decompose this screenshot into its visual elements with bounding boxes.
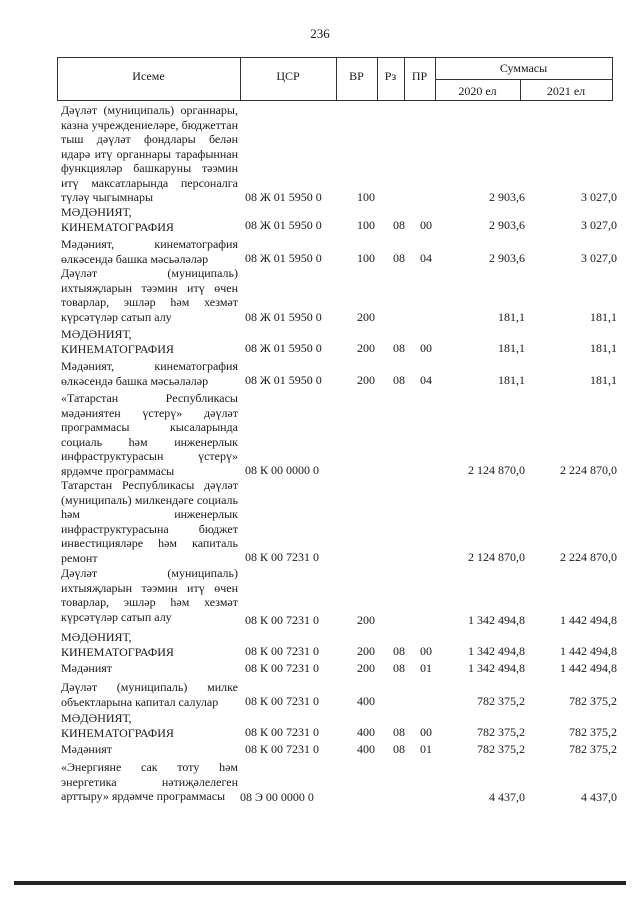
row-rz: 08 bbox=[393, 218, 405, 232]
row-csr: 08 Ж 01 5950 0 bbox=[245, 373, 322, 387]
row-csr: 08 К 00 7231 0 bbox=[245, 613, 320, 627]
row-name: Мәдәният bbox=[61, 661, 113, 675]
row-csr: 08 Ж 01 5950 0 bbox=[245, 190, 322, 204]
row-year2: 2 224 870,0 bbox=[560, 550, 617, 564]
row-csr: 08 К 00 7231 0 bbox=[245, 725, 320, 739]
row-year1: 181,1 bbox=[498, 310, 525, 324]
row-year2: 181,1 bbox=[590, 373, 617, 387]
row-vr: 200 bbox=[357, 661, 375, 675]
row-name: Дәүләт (муниципаль) ихтыяҗларын тәэмин итү өчен товарлар, эшләр һәм хезмәт күрсәтүләр сатып алу bbox=[61, 266, 238, 324]
row-csr: 08 Э 00 0000 0 bbox=[240, 790, 314, 804]
row-year2: 3 027,0 bbox=[581, 218, 617, 232]
column-header-rz: Рз bbox=[384, 69, 397, 83]
row-rz: 08 bbox=[393, 373, 405, 387]
row-rz: 08 bbox=[393, 661, 405, 675]
column-header-sums: Суммасы bbox=[499, 61, 548, 75]
row-year1: 181,1 bbox=[498, 341, 525, 355]
row-name: Мәдәният, кинематография өлкәсендә башка мәсьәләләр bbox=[61, 237, 238, 266]
row-pr: 00 bbox=[420, 644, 432, 658]
row-year2: 181,1 bbox=[590, 310, 617, 324]
row-vr: 200 bbox=[357, 613, 375, 627]
column-header-vr: ВР bbox=[349, 69, 364, 83]
column-header-name: Исеме bbox=[132, 69, 165, 83]
row-name: МӘДӘНИЯТ, КИНЕМАТОГРАФИЯ bbox=[61, 205, 174, 234]
row-name: МӘДӘНИЯТ, КИНЕМАТОГРАФИЯ bbox=[61, 711, 174, 740]
row-pr: 00 bbox=[420, 218, 432, 232]
row-year2: 782 375,2 bbox=[569, 694, 617, 708]
page-number: 236 bbox=[310, 26, 330, 41]
row-csr: 08 Ж 01 5950 0 bbox=[245, 251, 322, 265]
row-csr: 08 К 00 7231 0 bbox=[245, 661, 320, 675]
row-year2: 1 442 494,8 bbox=[560, 661, 617, 675]
row-year1: 4 437,0 bbox=[489, 790, 525, 804]
column-header-year1: 2020 ел bbox=[458, 84, 497, 98]
row-pr: 01 bbox=[420, 661, 432, 675]
row-year2: 181,1 bbox=[590, 341, 617, 355]
row-year2: 1 442 494,8 bbox=[560, 613, 617, 627]
row-pr: 04 bbox=[420, 251, 432, 265]
row-csr: 08 К 00 0000 0 bbox=[245, 463, 320, 477]
row-pr: 01 bbox=[420, 742, 432, 756]
row-vr: 200 bbox=[357, 341, 375, 355]
row-csr: 08 К 00 7231 0 bbox=[245, 644, 320, 658]
row-vr: 100 bbox=[357, 190, 375, 204]
row-vr: 400 bbox=[357, 694, 375, 708]
row-year2: 3 027,0 bbox=[581, 190, 617, 204]
row-year2: 4 437,0 bbox=[581, 790, 617, 804]
column-header-year2: 2021 ел bbox=[546, 84, 586, 98]
row-year1: 2 903,6 bbox=[489, 218, 525, 232]
row-year2: 782 375,2 bbox=[569, 742, 617, 756]
row-csr: 08 К 00 7231 0 bbox=[245, 694, 320, 708]
row-vr: 400 bbox=[357, 725, 375, 739]
row-vr: 200 bbox=[357, 373, 375, 387]
row-year1: 2 124 870,0 bbox=[468, 550, 525, 564]
row-csr: 08 К 00 7231 0 bbox=[245, 742, 320, 756]
row-name: Дәүләт (муниципаль) милке объектларына капитал салулар bbox=[61, 680, 238, 709]
scan-edge-bar bbox=[14, 881, 626, 885]
row-rz: 08 bbox=[393, 251, 405, 265]
row-year1: 1 342 494,8 bbox=[468, 661, 525, 675]
row-name: «Татарстан Республикасы мәдәниятен үстерү» дәүләт программасы кысаларында социаль һәм инженерлык инфраструктурасын үстерү» ярдәмче программасы bbox=[61, 391, 238, 478]
row-year1: 782 375,2 bbox=[477, 742, 525, 756]
row-year1: 2 903,6 bbox=[489, 251, 525, 265]
row-name: Мәдәният, кинематография өлкәсендә башка мәсьәләләр bbox=[61, 359, 238, 388]
row-name: МӘДӘНИЯТ, КИНЕМАТОГРАФИЯ bbox=[61, 630, 174, 659]
row-year2: 3 027,0 bbox=[581, 251, 617, 265]
row-year1: 782 375,2 bbox=[477, 725, 525, 739]
row-rz: 08 bbox=[393, 341, 405, 355]
row-year2: 2 224 870,0 bbox=[560, 463, 617, 477]
row-pr: 00 bbox=[420, 725, 432, 739]
row-rz: 08 bbox=[393, 725, 405, 739]
row-vr: 100 bbox=[357, 251, 375, 265]
row-vr: 400 bbox=[357, 742, 375, 756]
column-header-pr: ПР bbox=[411, 69, 428, 83]
column-header-csr: ЦСР bbox=[276, 69, 300, 83]
row-year1: 1 342 494,8 bbox=[468, 644, 525, 658]
row-csr: 08 Ж 01 5950 0 bbox=[245, 310, 322, 324]
row-rz: 08 bbox=[393, 644, 405, 658]
row-vr: 100 bbox=[357, 218, 375, 232]
row-year1: 2 903,6 bbox=[489, 190, 525, 204]
row-pr: 04 bbox=[420, 373, 432, 387]
row-year2: 782 375,2 bbox=[569, 725, 617, 739]
row-pr: 00 bbox=[420, 341, 432, 355]
row-vr: 200 bbox=[357, 644, 375, 658]
row-csr: 08 Ж 01 5950 0 bbox=[245, 218, 322, 232]
row-year1: 2 124 870,0 bbox=[468, 463, 525, 477]
row-name: Дәүләт (муниципаль) органнары, казна учреждениеләре, бюджеттан тыш дәүләт фондлары белән идарә итү органнары тарафыннан функцияләр башкаруны тәэмин итү максатларында персоналга түләү чыгымнары bbox=[61, 103, 238, 204]
row-vr: 200 bbox=[357, 310, 375, 324]
row-year1: 1 342 494,8 bbox=[468, 613, 525, 627]
row-csr: 08 К 00 7231 0 bbox=[245, 550, 320, 564]
row-year1: 782 375,2 bbox=[477, 694, 525, 708]
row-csr: 08 Ж 01 5950 0 bbox=[245, 341, 322, 355]
row-name: «Энергияне сак тоту һәм энергетика нәтиҗәлелеген арттыру» ярдәмче программасы bbox=[61, 760, 238, 803]
row-year2: 1 442 494,8 bbox=[560, 644, 617, 658]
row-rz: 08 bbox=[393, 742, 405, 756]
row-year1: 181,1 bbox=[498, 373, 525, 387]
row-name: Дәүләт (муниципаль) ихтыяҗларын тәэмин итү өчен товарлар, эшләр һәм хезмәт күрсәтүләр сатып алу bbox=[61, 566, 238, 624]
row-name: МӘДӘНИЯТ, КИНЕМАТОГРАФИЯ bbox=[61, 327, 174, 356]
row-name: Татарстан Республикасы дәүләт (муниципаль) милкендәге социаль һәм инженерлык инфраструктурасына бюджет инвестицияләре һәм капиталь ремонт bbox=[61, 478, 238, 565]
row-name: Мәдәният bbox=[61, 742, 113, 756]
